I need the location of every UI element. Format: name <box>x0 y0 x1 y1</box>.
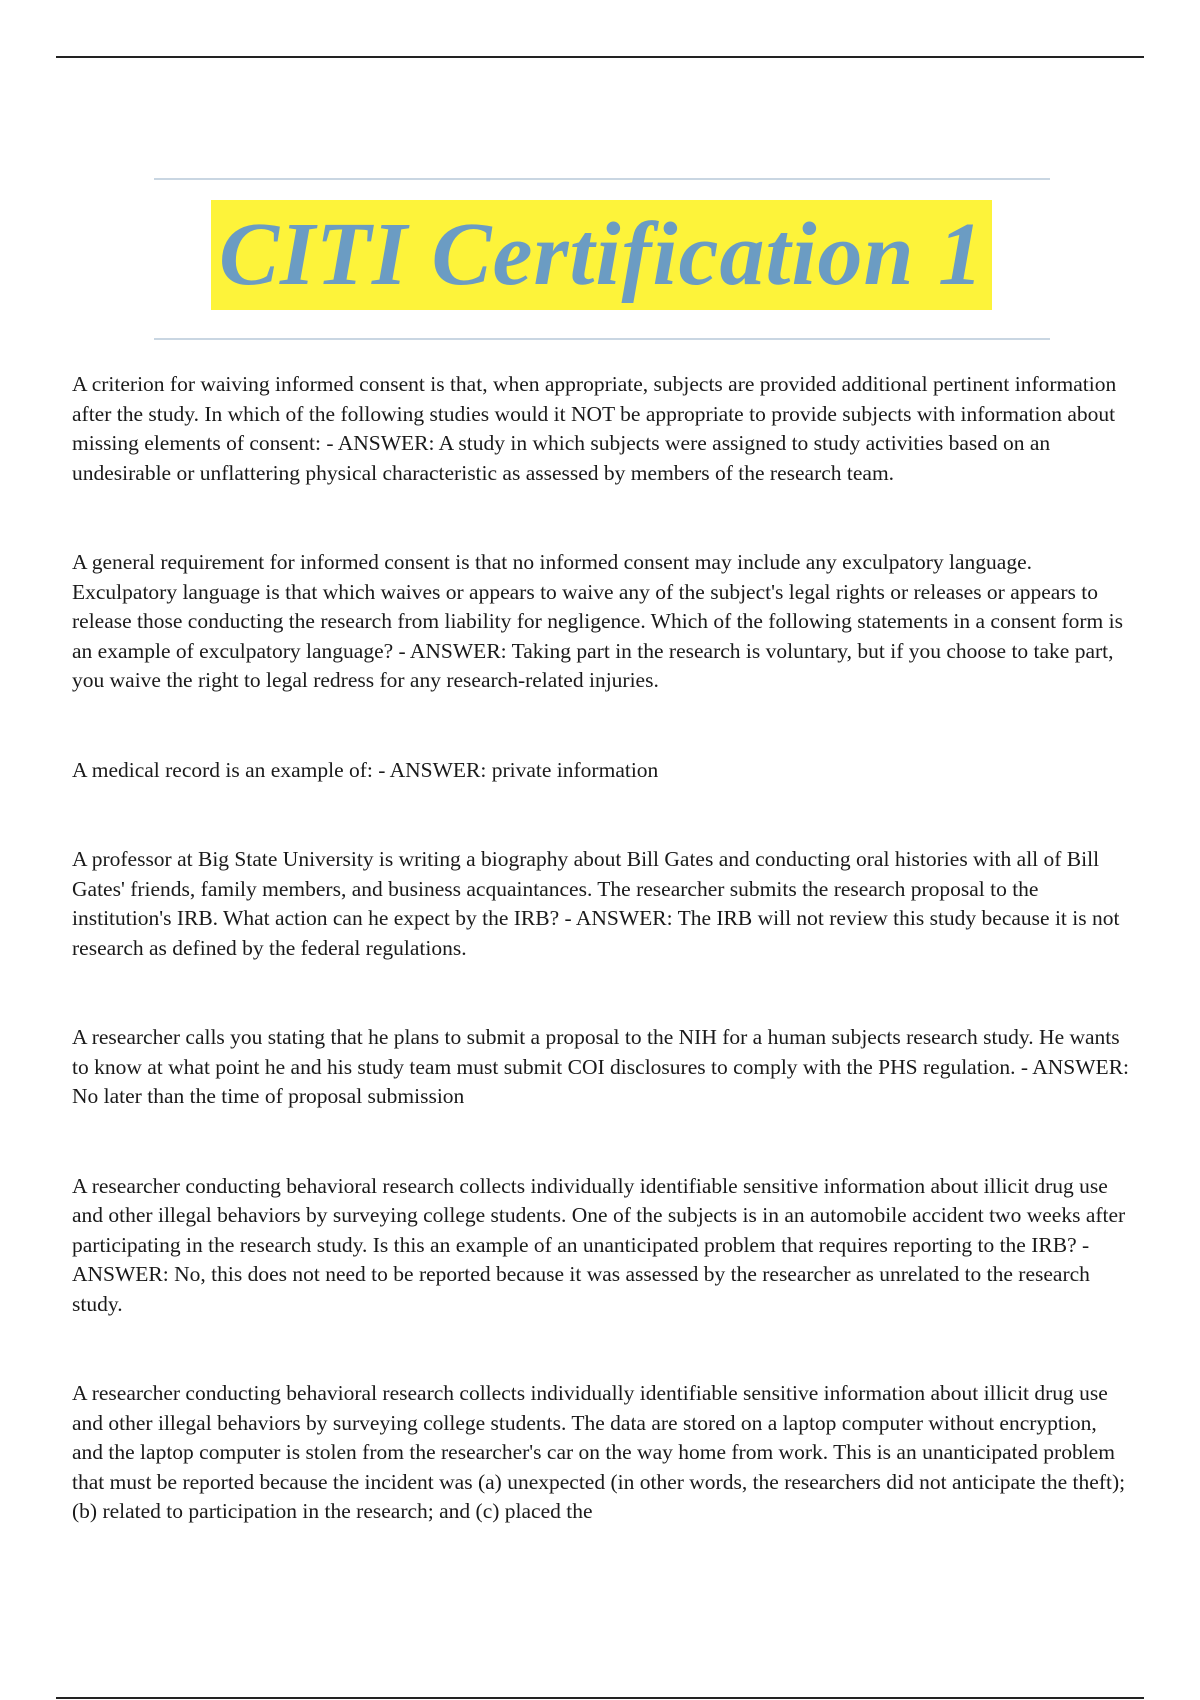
qa-item: A medical record is an example of: - ANSWER: private information <box>72 757 659 782</box>
title-lower-rule <box>154 338 1050 340</box>
title-highlight <box>211 200 992 310</box>
question-answer-list <box>72 370 1132 1587</box>
qa-item: A researcher conducting behavioral research collects individually identifiable sensitive information about illicit drug use and other illegal behaviors by surveying college students. One of the subjects is in an automobile accident two weeks after participating in the research study. Is this an example of an unanticipated problem that requires reporting to the IRB? - ANSWER: No, this does not need to be reported because it was assessed by the researcher as unrelated to the research study. <box>72 1173 1126 1316</box>
qa-item: A researcher calls you stating that he plans to submit a proposal to the NIH for a human subjects research study. He wants to know at what point he and his study team must submit COI disclosures to comply with the PHS regulation. - ANSWER: No later than the time of proposal submission <box>72 1025 1130 1108</box>
qa-item: A professor at Big State University is writing a biography about Bill Gates and conducting oral histories with all of Bill Gates' friends, family members, and business acquaintances. The researcher submits the research proposal to the institution's IRB. What action can he expect by the IRB? - ANSWER: The IRB will not review this study because it is not research as defined by the federal regulations. <box>72 847 1120 960</box>
title-upper-rule <box>154 178 1050 180</box>
qa-item: A criterion for waiving informed consent is that, when appropriate, subjects are provided additional pertinent information after the study. In which of the following studies would it NOT be appropriate to provide subjects with information about missing elements of consent: - ANSWER: A study in which subjects were assigned to study activities based on an undesirable or unflattering physical characteristic as assessed by members of the research team. <box>72 372 1117 485</box>
qa-item: A general requirement for informed consent is that no informed consent may include any exculpatory language. Exculpatory language is that which waives or appears to waive any of the subject's legal rights or releases or appears to release those conducting the research from liability for negligence. Which of the following statements in a consent form is an example of exculpatory language? - ANSWER: Taking part in the research is voluntary, but if you choose to take part, you waive the right to legal redress for any research-related injuries. <box>72 550 1123 692</box>
qa-item: A researcher conducting behavioral research collects individually identifiable sensitive information about illicit drug use and other illegal behaviors by surveying college students. The data are stored on a laptop computer without encryption, and the laptop computer is stolen from the researcher's car on the way home from work. This is an unanticipated problem that must be reported because the incident was (a) unexpected (in other words, the researchers did not anticipate the theft); (b) related to participation in the research; and (c) placed the <box>72 1381 1126 1523</box>
document-title: CITI Certification 1 <box>218 205 985 304</box>
page-top-rule <box>56 56 1144 58</box>
page-bottom-rule <box>56 1697 1144 1699</box>
